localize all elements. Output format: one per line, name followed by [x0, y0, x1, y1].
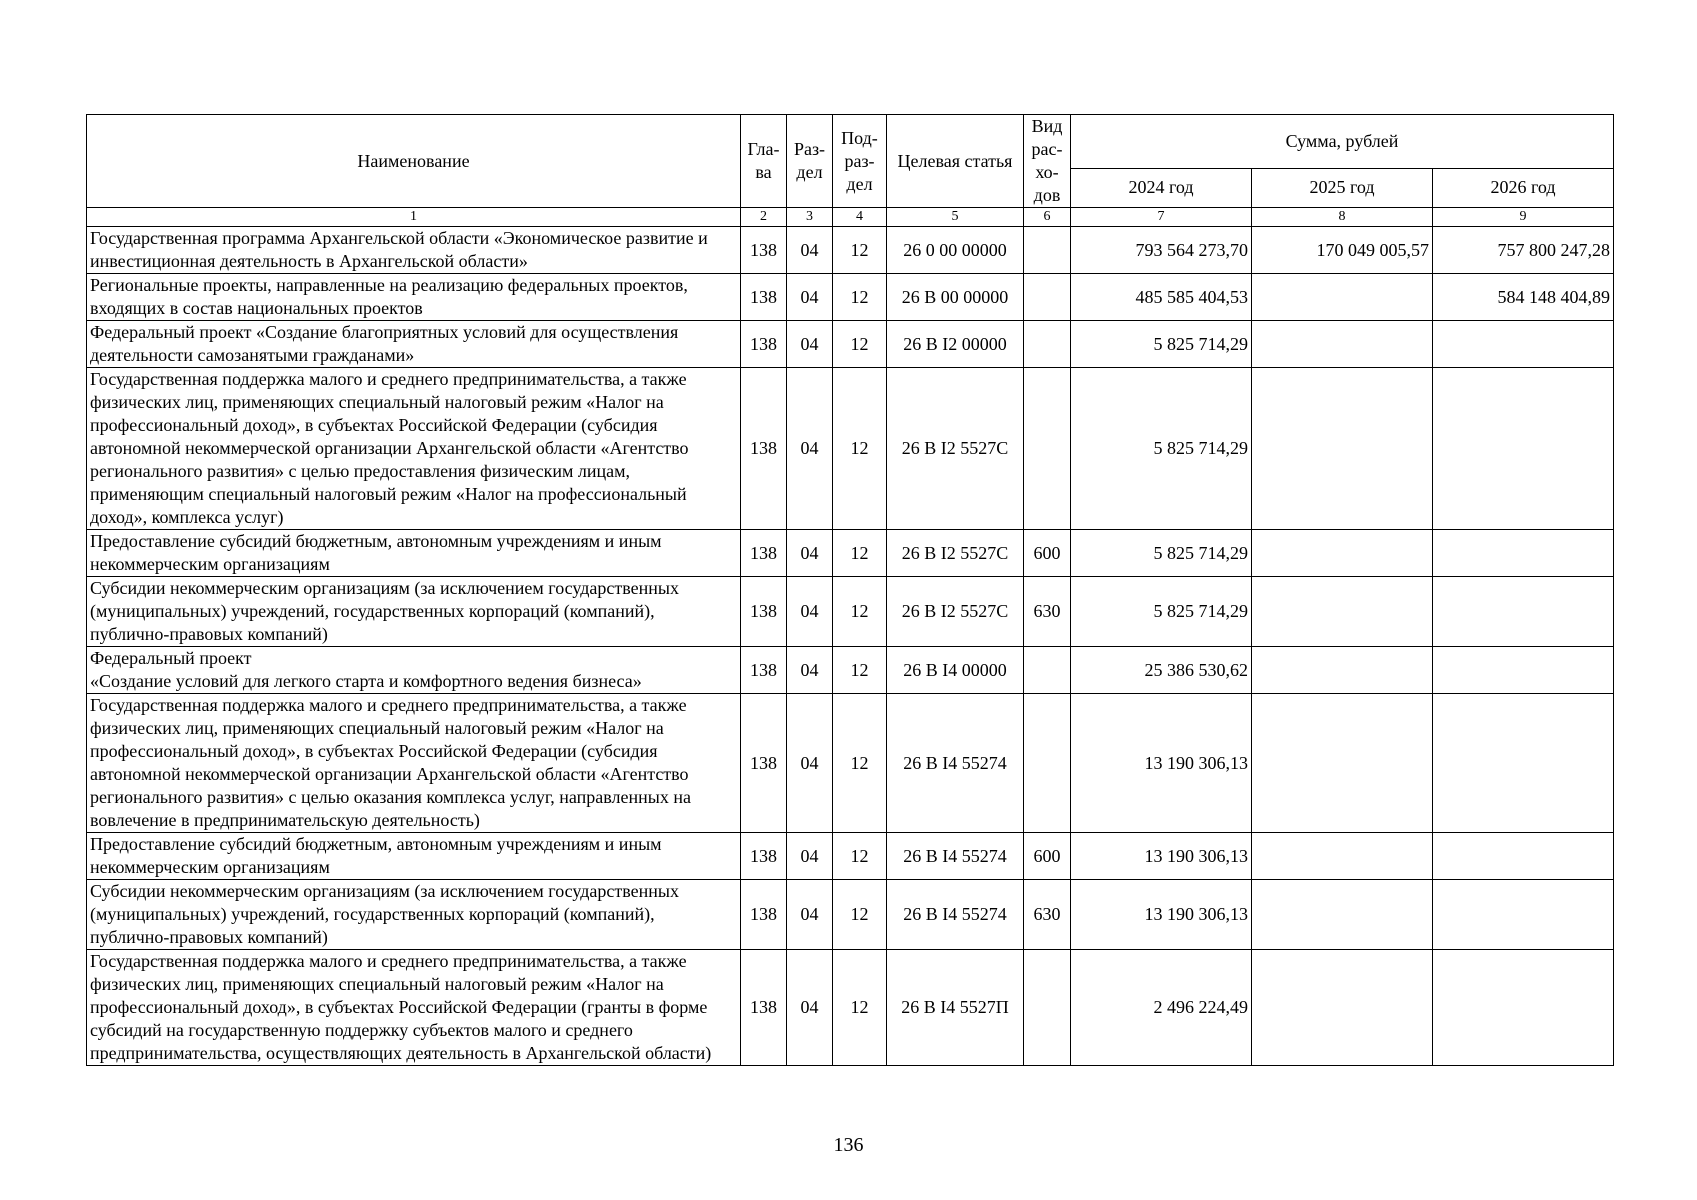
header-sum: Сумма, рублей: [1071, 115, 1614, 169]
row-amount-2025: [1252, 647, 1433, 694]
row-podrazdel: 12: [833, 274, 887, 321]
row-amount-2025: [1252, 368, 1433, 530]
row-target: 26 В I4 55274: [887, 880, 1024, 950]
row-amount-2026: [1433, 368, 1614, 530]
table-row: [87, 647, 1614, 694]
column-number: 9: [1433, 208, 1614, 227]
row-name: Государственная поддержка малого и среднего предпринимательства, а также физических лиц, применяющих специальный налоговый режим «Налог на профессиональный доход», в субъектах Российской Федерации (гранты в форме субсидий на государственную поддержку субъектов малого и среднего предпринимательства, осуществляющих деятельность в Архангельской области): [87, 950, 741, 1066]
row-amount-2024: 793 564 273,70: [1071, 227, 1252, 274]
row-vid: 630: [1024, 880, 1071, 950]
row-amount-2024: 485 585 404,53: [1071, 274, 1252, 321]
row-name: Предоставление субсидий бюджетным, автономным учреждениям и иным некоммерческим организациям: [87, 833, 741, 880]
row-amount-2025: [1252, 530, 1433, 577]
row-razdel: 04: [787, 950, 833, 1066]
table-row: [87, 880, 1614, 950]
row-target: 26 В I4 00000: [887, 647, 1024, 694]
row-target: 26 В I4 55274: [887, 833, 1024, 880]
row-target: 26 В I4 55274: [887, 694, 1024, 833]
row-amount-2026: 584 148 404,89: [1433, 274, 1614, 321]
row-target: 26 В I2 5527С: [887, 530, 1024, 577]
row-razdel: 04: [787, 647, 833, 694]
row-podrazdel: 12: [833, 368, 887, 530]
row-amount-2026: [1433, 694, 1614, 833]
row-glava: 138: [741, 833, 787, 880]
header-razdel: Раз-дел: [787, 115, 833, 208]
row-target: 26 0 00 00000: [887, 227, 1024, 274]
table-body: [87, 227, 1614, 1066]
row-target: 26 В 00 00000: [887, 274, 1024, 321]
row-amount-2026: [1433, 577, 1614, 647]
row-name: Субсидии некоммерческим организациям (за исключением государственных (муниципальных) учреждений, государственных корпораций (компаний), публично-правовых компаний): [87, 880, 741, 950]
row-amount-2026: [1433, 880, 1614, 950]
row-name: Государственная поддержка малого и среднего предпринимательства, а также физических лиц, применяющих специальный налоговый режим «Налог на профессиональный доход», в субъектах Российской Федерации (субсидия автономной некоммерческой организации Архангельской области «Агентство регионального развития» с целью оказания комплекса услуг, направленных на вовлечение в предпринимательскую деятельность): [87, 694, 741, 833]
row-vid: 600: [1024, 833, 1071, 880]
row-amount-2025: [1252, 577, 1433, 647]
row-glava: 138: [741, 368, 787, 530]
row-amount-2025: [1252, 833, 1433, 880]
row-vid: [1024, 227, 1071, 274]
row-podrazdel: 12: [833, 950, 887, 1066]
row-vid: [1024, 694, 1071, 833]
row-vid: 630: [1024, 577, 1071, 647]
row-glava: 138: [741, 227, 787, 274]
table-row: [87, 833, 1614, 880]
row-glava: 138: [741, 694, 787, 833]
header-name: Наименование: [87, 115, 741, 208]
table-row: [87, 368, 1614, 530]
row-amount-2026: [1433, 833, 1614, 880]
header-vid: Вид рас-хо-дов: [1024, 115, 1071, 208]
row-target: 26 В I4 5527П: [887, 950, 1024, 1066]
row-vid: 600: [1024, 530, 1071, 577]
table-row: [87, 530, 1614, 577]
header-year-2025: 2025 год: [1252, 168, 1433, 207]
row-vid: [1024, 950, 1071, 1066]
row-amount-2024: 13 190 306,13: [1071, 694, 1252, 833]
row-razdel: 04: [787, 833, 833, 880]
row-target: 26 В I2 5527С: [887, 368, 1024, 530]
row-glava: 138: [741, 647, 787, 694]
row-name: Федеральный проект «Создание благоприятных условий для осуществления деятельности самозанятыми гражданами»: [87, 321, 741, 368]
row-amount-2025: [1252, 694, 1433, 833]
row-amount-2026: 757 800 247,28: [1433, 227, 1614, 274]
column-number: 8: [1252, 208, 1433, 227]
row-glava: 138: [741, 321, 787, 368]
header-year-2024: 2024 год: [1071, 168, 1252, 207]
row-podrazdel: 12: [833, 694, 887, 833]
header-target: Целевая статья: [887, 115, 1024, 208]
row-amount-2024: 13 190 306,13: [1071, 833, 1252, 880]
column-number: 5: [887, 208, 1024, 227]
row-amount-2024: 5 825 714,29: [1071, 368, 1252, 530]
column-number: 1: [87, 208, 741, 227]
column-number: 7: [1071, 208, 1252, 227]
page-number: 136: [833, 1134, 864, 1156]
row-vid: [1024, 321, 1071, 368]
table-row: [87, 321, 1614, 368]
header-year-2026: 2026 год: [1433, 168, 1614, 207]
row-amount-2026: [1433, 950, 1614, 1066]
row-amount-2025: [1252, 880, 1433, 950]
row-amount-2026: [1433, 647, 1614, 694]
row-razdel: 04: [787, 530, 833, 577]
header-row: [87, 115, 1614, 169]
row-razdel: 04: [787, 880, 833, 950]
row-vid: [1024, 274, 1071, 321]
table-row: [87, 950, 1614, 1066]
row-name: Субсидии некоммерческим организациям (за исключением государственных (муниципальных) учреждений, государственных корпораций (компаний), публично-правовых компаний): [87, 577, 741, 647]
header-podrazdel: Под-раз-дел: [833, 115, 887, 208]
row-razdel: 04: [787, 577, 833, 647]
table-row: [87, 227, 1614, 274]
row-razdel: 04: [787, 694, 833, 833]
row-razdel: 04: [787, 321, 833, 368]
row-razdel: 04: [787, 368, 833, 530]
table-row: [87, 274, 1614, 321]
table-row: [87, 694, 1614, 833]
row-target: 26 В I2 5527С: [887, 577, 1024, 647]
row-amount-2024: 13 190 306,13: [1071, 880, 1252, 950]
row-vid: [1024, 368, 1071, 530]
row-amount-2024: 25 386 530,62: [1071, 647, 1252, 694]
column-number: 6: [1024, 208, 1071, 227]
row-podrazdel: 12: [833, 530, 887, 577]
row-amount-2025: [1252, 321, 1433, 368]
header-glava: Гла-ва: [741, 115, 787, 208]
row-podrazdel: 12: [833, 321, 887, 368]
row-name: Государственная поддержка малого и среднего предпринимательства, а также физических лиц, применяющих специальный налоговый режим «Налог на профессиональный доход», в субъектах Российской Федерации (субсидия автономной некоммерческой организации Архангельской области «Агентство регионального развития» с целью предоставления физическим лицам, применяющим специальный налоговый режим «Налог на профессиональный доход», комплекса услуг): [87, 368, 741, 530]
row-razdel: 04: [787, 274, 833, 321]
row-amount-2024: 2 496 224,49: [1071, 950, 1252, 1066]
row-amount-2024: 5 825 714,29: [1071, 321, 1252, 368]
row-amount-2025: [1252, 274, 1433, 321]
row-razdel: 04: [787, 227, 833, 274]
row-amount-2025: 170 049 005,57: [1252, 227, 1433, 274]
row-podrazdel: 12: [833, 880, 887, 950]
table-row: [87, 577, 1614, 647]
column-number-row: [87, 208, 1614, 227]
row-podrazdel: 12: [833, 577, 887, 647]
row-glava: 138: [741, 274, 787, 321]
column-number: 3: [787, 208, 833, 227]
budget-table: [86, 114, 1614, 1066]
row-amount-2026: [1433, 530, 1614, 577]
row-glava: 138: [741, 577, 787, 647]
row-name: Региональные проекты, направленные на реализацию федеральных проектов, входящих в состав национальных проектов: [87, 274, 741, 321]
row-name: Федеральный проект «Создание условий для легкого старта и комфортного ведения бизнеса»: [87, 647, 741, 694]
row-glava: 138: [741, 530, 787, 577]
column-number: 4: [833, 208, 887, 227]
row-podrazdel: 12: [833, 833, 887, 880]
row-glava: 138: [741, 880, 787, 950]
row-name: Государственная программа Архангельской области «Экономическое развитие и инвестиционная деятельность в Архангельской области»: [87, 227, 741, 274]
row-target: 26 В I2 00000: [887, 321, 1024, 368]
column-number: 2: [741, 208, 787, 227]
row-amount-2024: 5 825 714,29: [1071, 530, 1252, 577]
row-vid: [1024, 647, 1071, 694]
row-podrazdel: 12: [833, 647, 887, 694]
row-amount-2024: 5 825 714,29: [1071, 577, 1252, 647]
row-podrazdel: 12: [833, 227, 887, 274]
row-name: Предоставление субсидий бюджетным, автономным учреждениям и иным некоммерческим организациям: [87, 530, 741, 577]
row-glava: 138: [741, 950, 787, 1066]
row-amount-2025: [1252, 950, 1433, 1066]
row-amount-2026: [1433, 321, 1614, 368]
